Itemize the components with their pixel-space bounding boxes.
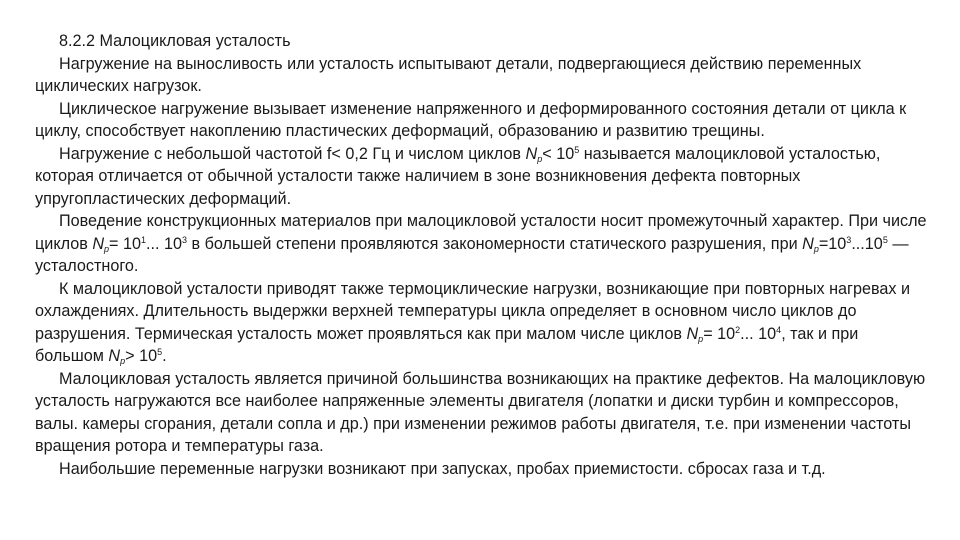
paragraph-cyclic-loading: Циклическое нагружение вызывает изменение напряженного и деформированного состояния детали от цикла к циклу, способствует накоплению пластических деформаций, образованию и развитию трещины.	[35, 99, 907, 140]
subscript: р	[537, 153, 543, 164]
subscript: р	[698, 333, 704, 344]
text-segment: Нагружение с небольшой частотой f< 0,2 Гц и числом циклов	[59, 144, 526, 163]
text-segment: в большей степени проявляются закономерности статического разрушения, при	[187, 234, 803, 253]
symbol-n: N	[108, 347, 121, 365]
symbol-n: N	[686, 324, 699, 343]
text-segment: , так и при большом	[35, 324, 859, 365]
text-segment: > 10	[125, 347, 158, 365]
superscript: 4	[776, 324, 782, 335]
paragraph-max-loads: Наибольшие переменные нагрузки возникают при запусках, пробах приемистости. сбросах газа и т.д.	[59, 459, 826, 478]
paragraph-fatigue-definition: Нагружение на выносливость или усталость испытывают детали, подвергающиеся действию переменных циклических нагрузок.	[35, 54, 862, 95]
superscript: 5	[882, 234, 888, 245]
subscript: р	[813, 243, 819, 254]
superscript: 2	[735, 324, 741, 335]
symbol-n: N	[92, 234, 105, 253]
superscript: 3	[182, 234, 188, 245]
paragraph-defect-cause: Малоцикловая усталость является причиной большинства возникающих на практике дефектов. На малоцикловую усталость нагружаются все наиболее напряженные элементы двигателя (лопатки и диски турбин и компрессоров, валы. камеры сгорания, детали сопла и др.) при изменении режимов работы двигателя, т.е. при изменении частоты вращения ротора и температуры газа.	[35, 369, 926, 455]
superscript: 1	[141, 234, 147, 245]
superscript: 5	[574, 144, 580, 155]
document-body	[35, 30, 930, 480]
subscript: р	[120, 356, 126, 366]
superscript: 5	[157, 347, 163, 357]
text-segment: К малоцикловой усталости приводят также термоциклические нагрузки, возникающие при повторных нагревах и охлаждениях. Длительность выдержки верхней температуры цикла определяет в основном число циклов до разрушения. Термическая усталость может проявляться как при малом числе циклов	[35, 279, 911, 343]
text-segment: =10	[818, 234, 847, 253]
section-title: 8.2.2 Малоцикловая усталость	[59, 32, 291, 50]
symbol-n: N	[802, 234, 814, 253]
text-segment: .	[162, 347, 167, 365]
text-segment: < 10	[542, 144, 575, 163]
paragraph-low-cycle-definition	[35, 143, 930, 211]
text-segment: ... 10	[146, 234, 183, 253]
superscript: 3	[846, 234, 852, 245]
subscript: р	[104, 243, 110, 254]
paragraph-material-behavior	[35, 210, 930, 278]
paragraph-thermal-fatigue	[35, 278, 930, 368]
text-segment: = 10	[109, 234, 141, 253]
text-segment: — усталостного.	[35, 234, 909, 275]
text-segment: Поведение конструкционных материалов при малоцикловой усталости носит промежуточный характер. При числе циклов	[35, 212, 927, 253]
text-segment: называется малоцикловой усталостью, которая отличается от обычной усталости также наличием в зоне возникновения дефекта повторных упругопластических деформаций.	[35, 144, 881, 208]
text-segment: ... 10	[740, 324, 777, 343]
symbol-n: N	[525, 144, 538, 163]
text-segment: ...10	[851, 234, 883, 253]
text-segment: = 10	[703, 324, 736, 343]
